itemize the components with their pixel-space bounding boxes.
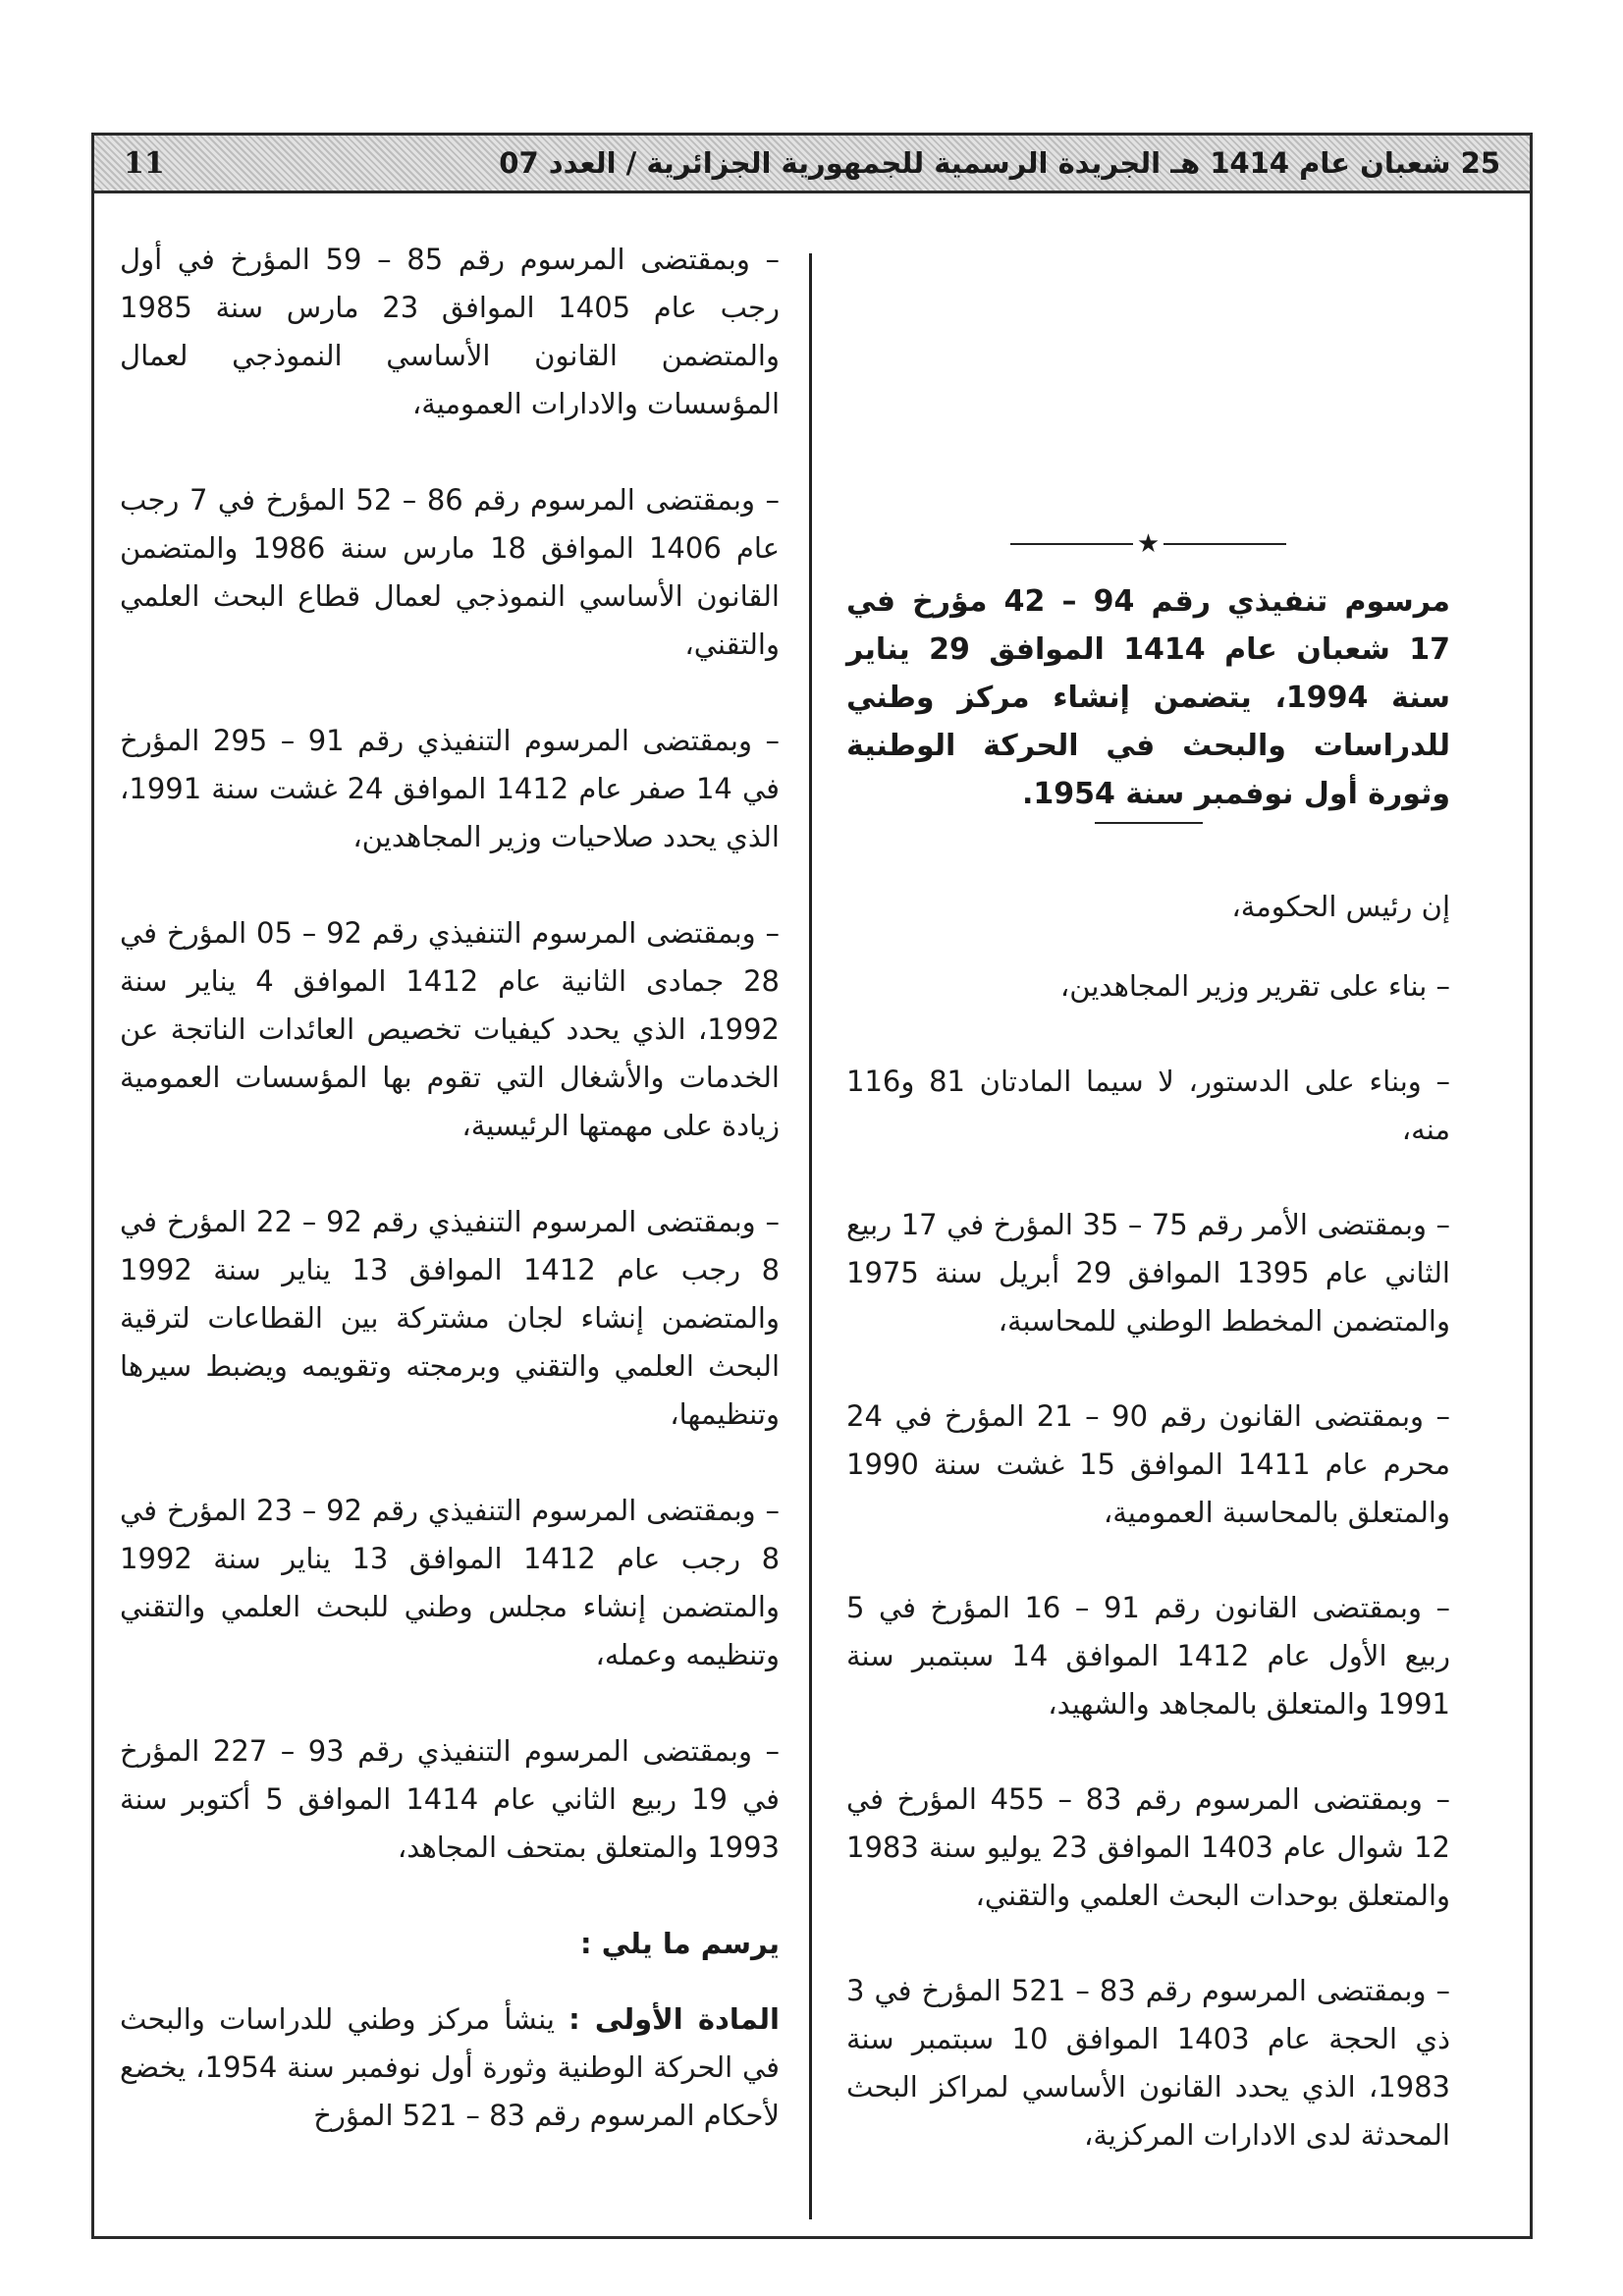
star-icon: ★ — [1136, 529, 1161, 559]
article-text: ينشأ مركز وطني للدراسات والبحث في الحركة الوطنية وثورة أول نوفمبر سنة 1954، يخضع لأحكام المرسوم رقم 83 – 521 المؤرخ — [120, 2002, 781, 2132]
ornament-line — [1163, 543, 1286, 545]
article-1 — [120, 1995, 780, 2140]
decrees-heading: يرسم ما يلي : — [580, 1927, 780, 1960]
gazette-header — [91, 133, 1533, 193]
visa-paragraph: – وبمقتضى القانون رقم 91 – 16 المؤرخ في 5 ربيع الأول عام 1412 الموافق 14 سبتمبر سنة 1991 والمتعلق بالمجاهد والشهيد، — [846, 1591, 1451, 1721]
visa-paragraph: – وبمقتضى المرسوم رقم 86 – 52 المؤرخ في 7 رجب عام 1406 الموافق 18 مارس سنة 1986 والمتضمن القانون الأساسي النموذجي لعمال قطاع البحث العلمي والتقني، — [120, 483, 780, 661]
visa-paragraph: – وبمقتضى القانون رقم 90 – 21 المؤرخ في 24 محرم عام 1411 الموافق 15 غشت سنة 1990 والمتعلق بالمحاسبة العمومية، — [846, 1399, 1451, 1529]
page-number: 11 — [124, 145, 165, 181]
visa-paragraph: – وبمقتضى المرسوم رقم 83 – 455 المؤرخ في 12 شوال عام 1403 الموافق 23 يوليو سنة 1983 والمتعلق بوحدات البحث العلمي والتقني، — [846, 1782, 1450, 1912]
visa-paragraph: – بناء على تقرير وزير المجاهدين، — [1059, 969, 1450, 1003]
visa-paragraph: – وبمقتضى المرسوم التنفيذي رقم 92 – 05 المؤرخ في 28 جمادى الثانية عام 1412 الموافق 4 يناير سنة 1992، الذي يحدد كيفيات تخصيص العائدات الناتجة عن الخدمات والأشغال التي تقوم بها المؤسسات العمومية زيادة على مهمتها الرئيسية، — [120, 916, 781, 1142]
right-column — [846, 236, 1450, 2207]
visa-paragraph: – وبمقتضى المرسوم التنفيذي رقم 93 – 227 المؤرخ في 19 ربيع الثاني عام 1414 الموافق 5 أكتوبر سنة 1993 والمتعلق بمتحف المجاهد، — [120, 1734, 781, 1864]
visa-paragraph: – وبمقتضى المرسوم التنفيذي رقم 92 – 22 المؤرخ في 8 رجب عام 1412 الموافق 13 يناير سنة 1992 والمتضمن إنشاء لجان مشتركة بين القطاعات لترقية البحث العلمي والتقني وبرمجته وتقويمه ويضبط سيرها وتنظيمها، — [120, 1205, 781, 1431]
section-ornament — [846, 530, 1450, 558]
preamble-opening: إن رئيس الحكومة، — [1231, 890, 1450, 923]
visa-paragraph: – وبمقتضى المرسوم التنفيذي رقم 92 – 23 المؤرخ في 8 رجب عام 1412 الموافق 13 يناير سنة 1992 والمتضمن إنشاء مجلس وطني للبحث العلمي والتقني وتنظيمه وعمله، — [120, 1494, 781, 1671]
article-label: المادة الأولى : — [568, 2002, 780, 2036]
left-column — [120, 236, 780, 2188]
visa-paragraph: – وبمقتضى المرسوم رقم 85 – 59 المؤرخ في أول رجب عام 1405 الموافق 23 مارس سنة 1985 والمتضمن القانون الأساسي النموذجي لعمال المؤسسات والادارات العمومية، — [120, 243, 780, 420]
gazette-title: 25 شعبان عام 1414 هـ الجريدة الرسمية للجمهورية الجزائرية / العدد 07 — [499, 146, 1500, 180]
visa-paragraph: – وبناء على الدستور، لا سيما المادتان 81 و116 منه، — [846, 1065, 1450, 1146]
visa-paragraph: – وبمقتضى المرسوم رقم 83 – 521 المؤرخ في 3 ذي الحجة عام 1403 الموافق 10 سبتمبر سنة 1983، الذي يحدد القانون الأساسي لمراكز البحث المحدثة لدى الادارات المركزية، — [846, 1974, 1451, 2152]
decree-title: مرسوم تنفيذي رقم 94 – 42 مؤرخ في 17 شعبان عام 1414 الموافق 29 يناير سنة 1994، يتضمن إنشاء مركز وطني للدراسات والبحث في الحركة الوطنية وثورة أول نوفمبر سنة 1954. — [846, 584, 1451, 811]
visa-paragraph: – وبمقتضى الأمر رقم 75 – 35 المؤرخ في 17 ربيع الثاني عام 1395 الموافق 29 أبريل سنة 1975 والمتضمن المخطط الوطني للمحاسبة، — [846, 1208, 1451, 1338]
ornament-line — [1010, 543, 1133, 545]
visa-paragraph: – وبمقتضى المرسوم التنفيذي رقم 91 – 295 المؤرخ في 14 صفر عام 1412 الموافق 24 غشت سنة 1991، الذي يحدد صلاحيات وزير المجاهدين، — [120, 724, 780, 853]
title-underline — [1095, 822, 1203, 824]
column-divider — [809, 253, 812, 2219]
